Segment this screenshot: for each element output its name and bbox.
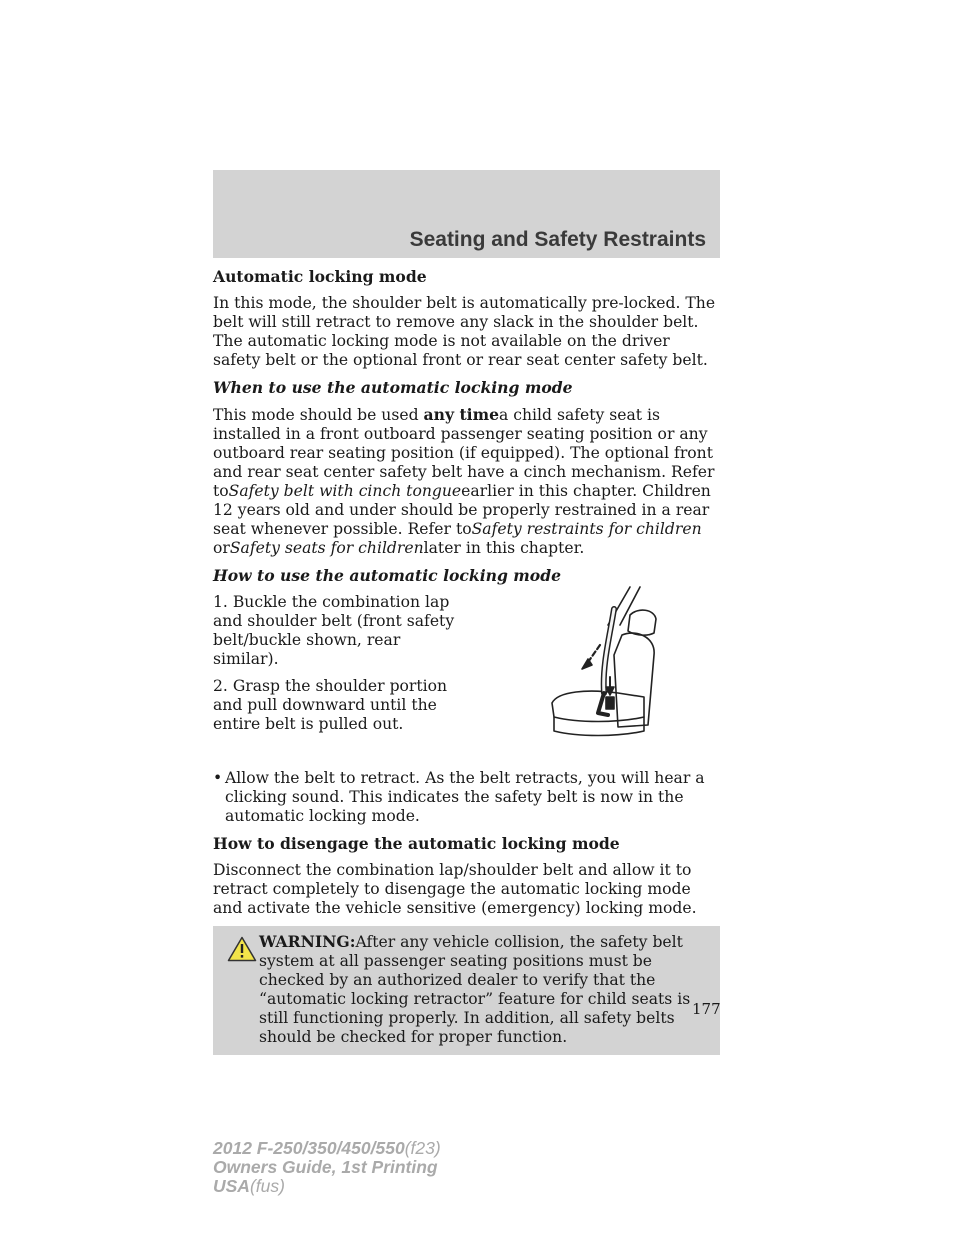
print-footer: [213, 1139, 441, 1196]
bullet-mark: •: [213, 769, 223, 787]
text-run: a child safety seat is installed in a front outboard passenger seating position or any outboard rear seating position (if equipped). The optional front and rear seat center safety belt have a cinch mechanism. Refer to: [213, 406, 715, 500]
warning-box: [213, 926, 720, 1055]
heading-automatic-locking-mode: Automatic locking mode: [213, 267, 427, 286]
heading-when-to-use: When to use the automatic locking mode: [213, 378, 573, 397]
seat-belt-illustration: [548, 585, 678, 745]
footer-region-code: (fus): [249, 1176, 285, 1196]
text-run: or: [213, 539, 230, 557]
footer-code: (f23): [404, 1138, 441, 1158]
section-title: Seating and Safety Restraints: [409, 228, 706, 251]
footer-line-1: [213, 1139, 441, 1158]
page-number: 177: [692, 1000, 721, 1018]
warning-text: [221, 932, 712, 1047]
reference-restraints-for-children: Safety restraints for children: [471, 520, 702, 538]
warning-triangle-icon: [227, 936, 257, 962]
footer-region: USA: [213, 1176, 250, 1196]
heading-how-to-disengage: How to disengage the automatic locking mode: [213, 834, 620, 853]
footer-model: 2012 F-250/350/450/550: [213, 1138, 405, 1158]
bullet-text: Allow the belt to retract. As the belt retracts, you will hear a clicking sound. This indicates the safety belt is now in the automatic locking mode.: [225, 769, 705, 825]
steps-block: [213, 593, 720, 761]
warning-label: WARNING:: [259, 932, 356, 951]
warning-body: After any vehicle collision, the safety belt system at all passenger seating positions must be checked by an authorized dealer to verify that the “automatic locking retractor” feature for child seats is still functioning properly. In addition, all safety belts should be checked for proper function.: [259, 933, 691, 1046]
text-run: earlier in this chapter. Children 12 years old and under should be properly restrained in a rear seat whenever possible. Refer to: [213, 482, 711, 538]
paragraph-mode-description: In this mode, the shoulder belt is automatically pre-locked. The belt will still retract to remove any slack in the shoulder belt. The automatic locking mode is not available on the driver safety belt or the optional front or rear seat center safety belt.: [213, 294, 716, 369]
paragraph-when-to-use: [213, 405, 720, 558]
page-content: [213, 267, 720, 1055]
text-run: This mode should be used: [213, 406, 424, 424]
list-item: [213, 769, 720, 826]
step-1: 1. Buckle the combination lap and shoulder belt (front safety belt/buckle shown, rear similar).: [213, 593, 455, 668]
section-header-band: [213, 170, 720, 258]
reference-cinch-tongue: Safety belt with cinch tongue: [228, 482, 462, 500]
footer-line-3: [213, 1177, 441, 1196]
paragraph-disengage: Disconnect the combination lap/shoulder belt and allow it to retract completely to disengage the automatic locking mode and activate the vehicle sensitive (emergency) locking mode.: [213, 861, 697, 917]
reference-seats-for-children: Safety seats for children: [229, 539, 424, 557]
step-2: 2. Grasp the shoulder portion and pull downward until the entire belt is pulled out.: [213, 677, 448, 733]
heading-how-to-use: How to use the automatic locking mode: [213, 566, 562, 585]
footer-line-2: Owners Guide, 1st Printing: [213, 1157, 438, 1177]
text-run: later in this chapter.: [423, 539, 585, 557]
emphasis-any-time: any time: [423, 405, 499, 424]
